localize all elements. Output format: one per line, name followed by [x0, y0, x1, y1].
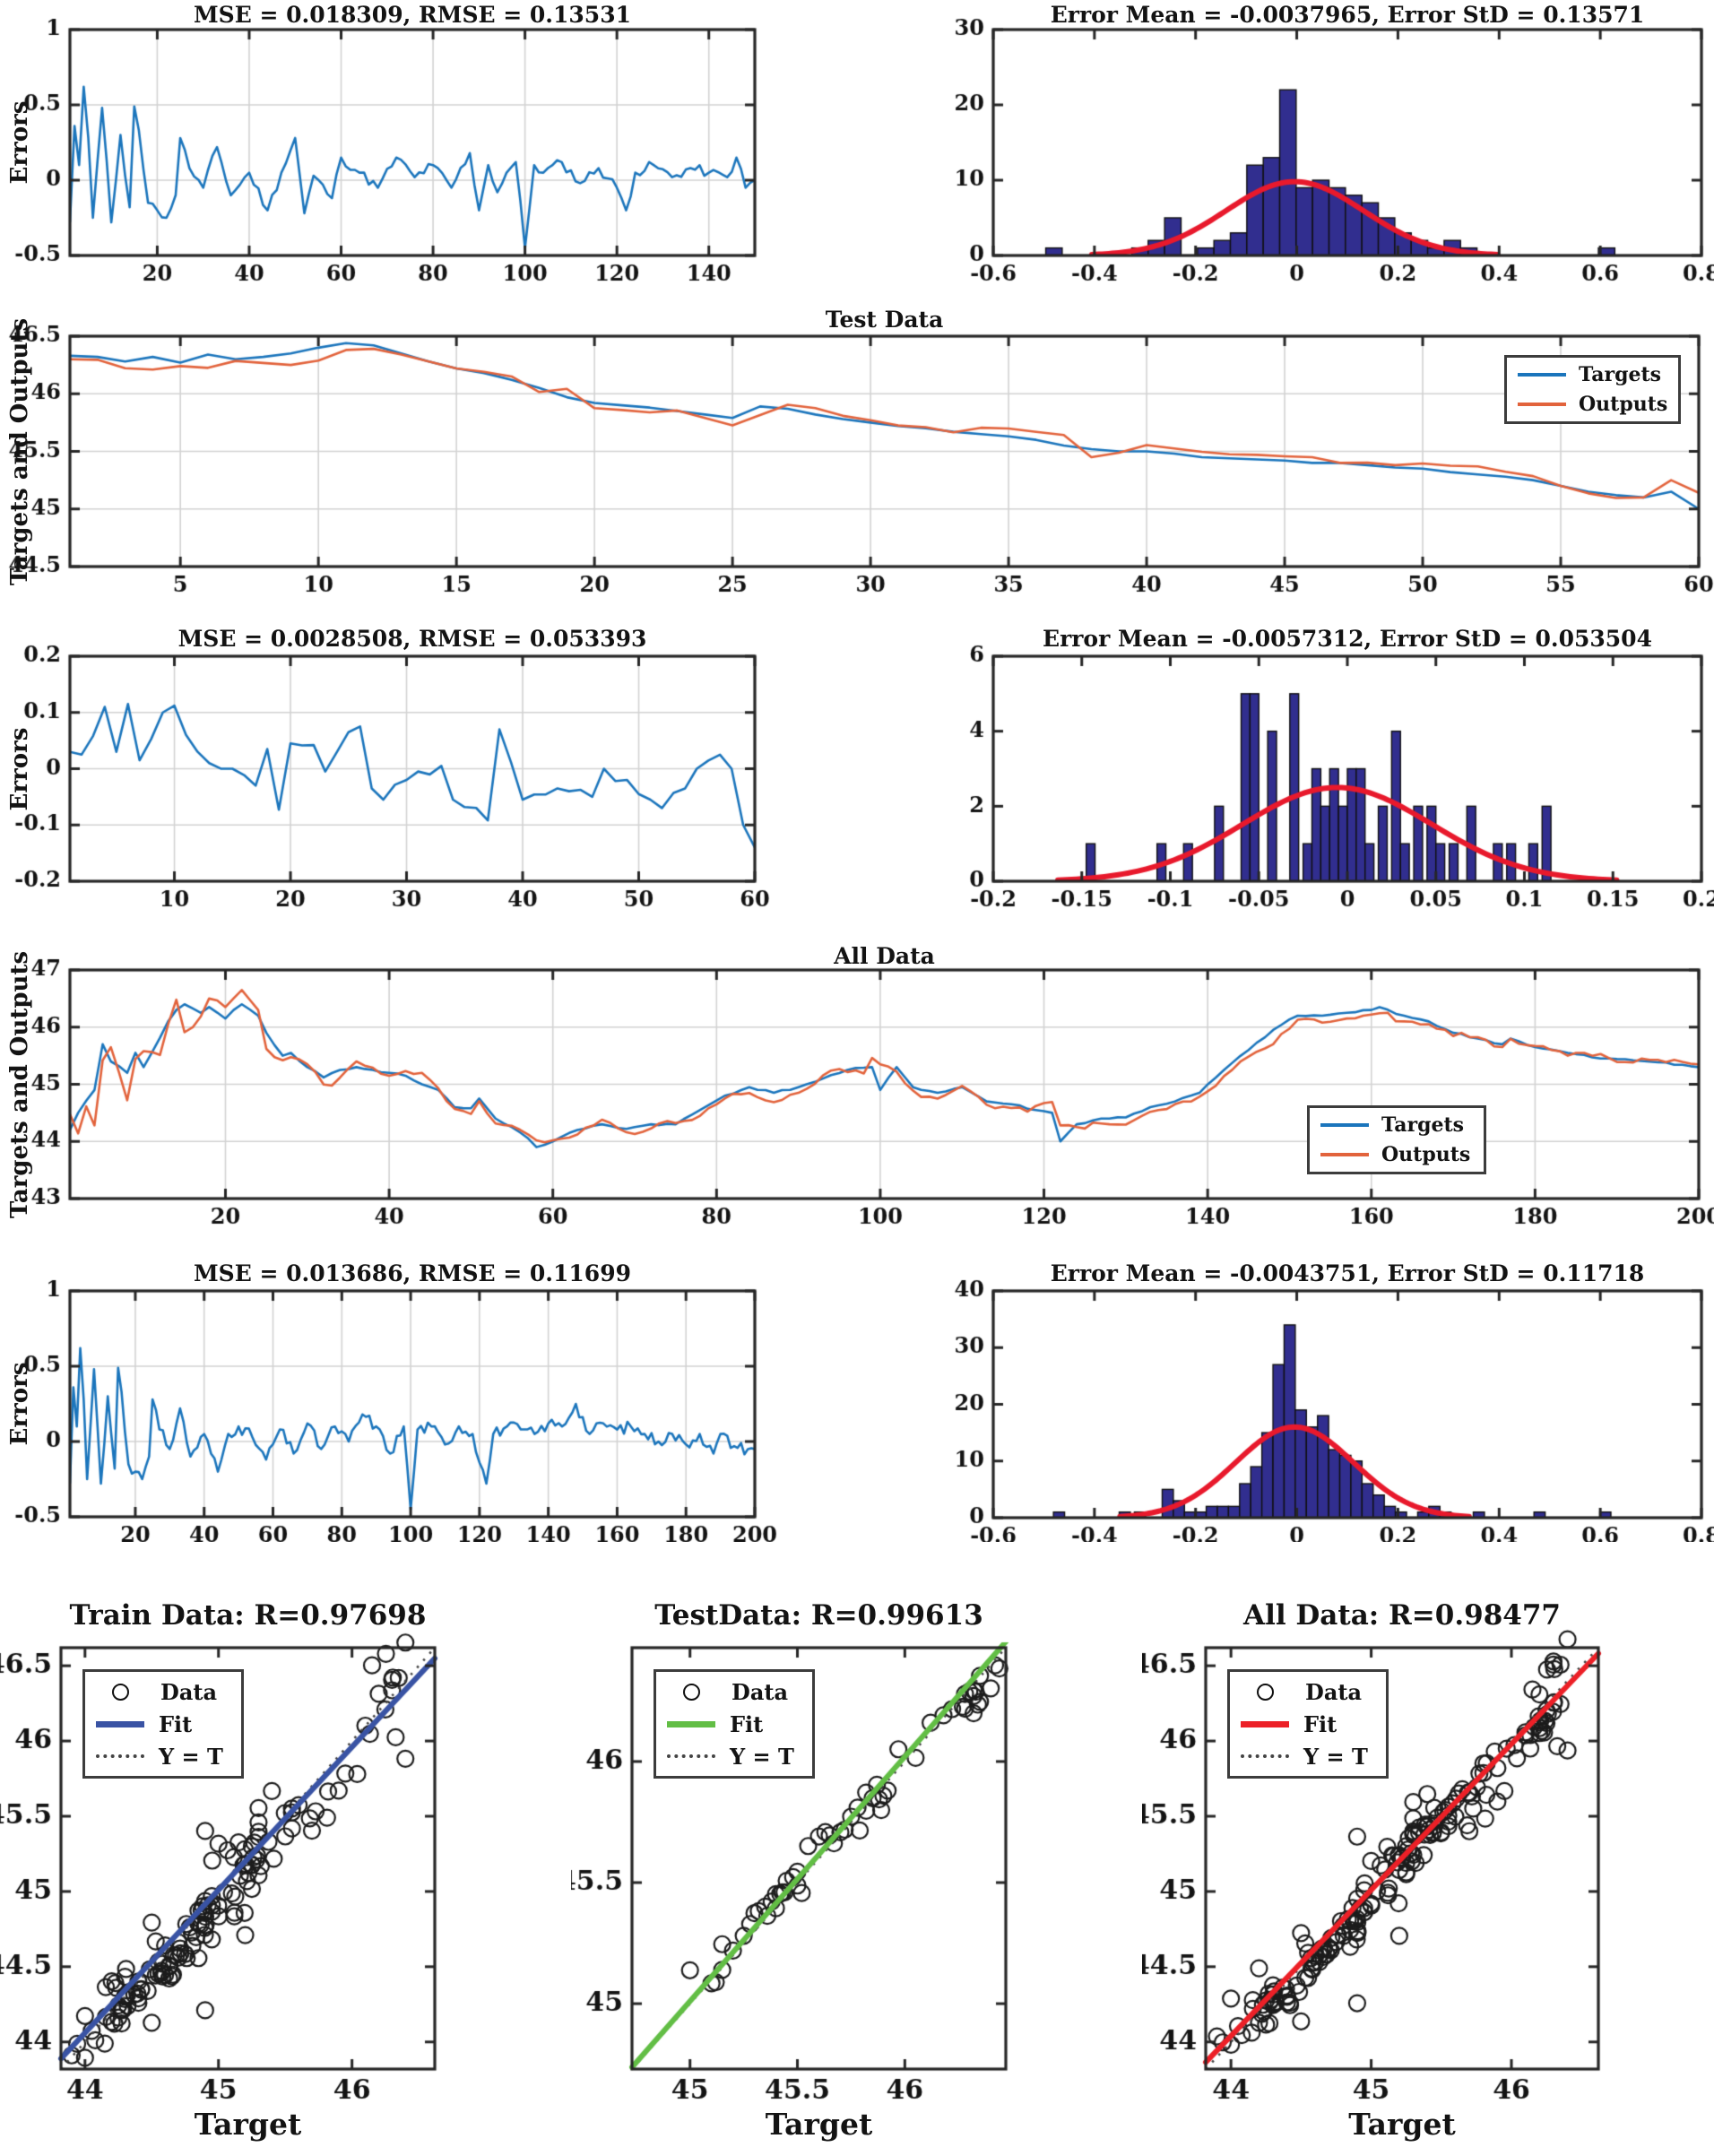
all-data-ylabel: Targets and Outputs	[6, 950, 33, 1218]
legend-entry-targets	[1320, 1113, 1473, 1137]
legend-label: Fit	[159, 1710, 193, 1737]
all-data-canvas	[0, 932, 1714, 1242]
test-data-title: Test Data	[825, 307, 944, 333]
legend-entry-targets	[1518, 363, 1667, 386]
legend-label: Outputs	[1381, 1143, 1471, 1166]
identity-line-swatch	[1241, 1754, 1289, 1758]
regression-test-canvas	[571, 1560, 1142, 2156]
targets-line-swatch	[1518, 373, 1566, 377]
all-errors-plot	[0, 1246, 857, 1542]
legend-entry-data	[667, 1679, 801, 1705]
legend-entry-fit	[96, 1711, 230, 1737]
regression-train-legend	[82, 1669, 244, 1779]
legend-entry-data	[1241, 1679, 1375, 1705]
train-errors-title: MSE = 0.018309, RMSE = 0.13531	[193, 2, 631, 28]
regression-test-xlabel: Target	[765, 2107, 873, 2142]
train-errors-canvas	[0, 0, 857, 296]
legend-entry-fit	[667, 1711, 801, 1737]
legend-label: Targets	[1381, 1113, 1465, 1137]
train-errors-ylabel: Errors	[6, 100, 33, 185]
legend-entry-outputs	[1320, 1143, 1473, 1166]
test-errors-ylabel: Errors	[6, 727, 33, 810]
fit-line-swatch	[1241, 1721, 1289, 1727]
regression-all-plot	[1142, 1560, 1714, 2156]
test-error-histogram-canvas	[857, 619, 1714, 914]
regression-train-title: Train Data: R=0.97698	[69, 1599, 427, 1632]
legend-label: Y = T	[1303, 1743, 1368, 1770]
data-marker-swatch	[683, 1684, 700, 1701]
identity-line-swatch	[96, 1754, 144, 1758]
legend-label: Y = T	[159, 1743, 223, 1770]
all-error-histogram-title: Error Mean = -0.0043751, Error StD = 0.11718	[1050, 1260, 1645, 1286]
outputs-line-swatch	[1518, 403, 1566, 406]
regression-train-canvas	[0, 1560, 571, 2156]
data-marker-swatch	[112, 1684, 129, 1701]
regression-all-canvas	[1142, 1560, 1714, 2156]
train-errors-plot	[0, 0, 857, 296]
test-error-histogram	[857, 619, 1714, 914]
all-errors-title: MSE = 0.013686, RMSE = 0.11699	[193, 1260, 631, 1286]
legend-entry-data	[96, 1679, 230, 1705]
legend-label: Outputs	[1579, 393, 1668, 416]
regression-all-title: All Data: R=0.98477	[1243, 1599, 1561, 1632]
legend-label: Data	[1305, 1678, 1362, 1705]
legend-label: Fit	[730, 1710, 764, 1737]
outputs-line-swatch	[1320, 1153, 1369, 1156]
all-data-title: All Data	[834, 943, 935, 969]
legend-label: Data	[160, 1678, 217, 1705]
test-error-histogram-title: Error Mean = -0.0057312, Error StD = 0.053504	[1043, 626, 1652, 652]
all-errors-canvas	[0, 1246, 857, 1542]
legend-entry-fit	[1241, 1711, 1375, 1737]
train-error-histogram-canvas	[857, 0, 1714, 296]
regression-train-plot	[0, 1560, 571, 2156]
legend-entry-yt	[1241, 1744, 1375, 1770]
legend-label: Fit	[1303, 1710, 1337, 1737]
test-errors-plot	[0, 619, 857, 914]
fit-line-swatch	[667, 1721, 715, 1727]
all-data-legend	[1307, 1105, 1486, 1174]
legend-entry-yt	[667, 1744, 801, 1770]
legend-label: Data	[731, 1678, 788, 1705]
legend-label: Y = T	[730, 1743, 794, 1770]
fit-line-swatch	[96, 1721, 144, 1727]
test-data-canvas	[0, 296, 1714, 605]
regression-test-legend	[654, 1669, 815, 1779]
test-data-plot	[0, 296, 1714, 605]
test-data-ylabel: Targets and Outputs	[6, 317, 33, 585]
data-marker-swatch	[1257, 1684, 1274, 1701]
legend-entry-yt	[96, 1744, 230, 1770]
legend-entry-outputs	[1518, 393, 1667, 416]
all-data-plot	[0, 932, 1714, 1242]
test-errors-title: MSE = 0.0028508, RMSE = 0.053393	[177, 626, 647, 652]
legend-label: Targets	[1579, 363, 1662, 386]
train-error-histogram	[857, 0, 1714, 296]
test-errors-canvas	[0, 619, 857, 914]
regression-all-xlabel: Target	[1348, 2107, 1456, 2142]
all-errors-ylabel: Errors	[6, 1362, 33, 1446]
regression-test-plot	[571, 1560, 1142, 2156]
test-data-legend	[1504, 355, 1681, 424]
identity-line-swatch	[667, 1754, 715, 1758]
regression-all-legend	[1227, 1669, 1389, 1779]
all-error-histogram	[857, 1246, 1714, 1542]
regression-test-title: TestData: R=0.99613	[654, 1599, 983, 1632]
train-error-histogram-title: Error Mean = -0.0037965, Error StD = 0.13571	[1050, 2, 1645, 28]
targets-line-swatch	[1320, 1123, 1369, 1127]
regression-train-xlabel: Target	[194, 2107, 302, 2142]
all-error-histogram-canvas	[857, 1246, 1714, 1542]
